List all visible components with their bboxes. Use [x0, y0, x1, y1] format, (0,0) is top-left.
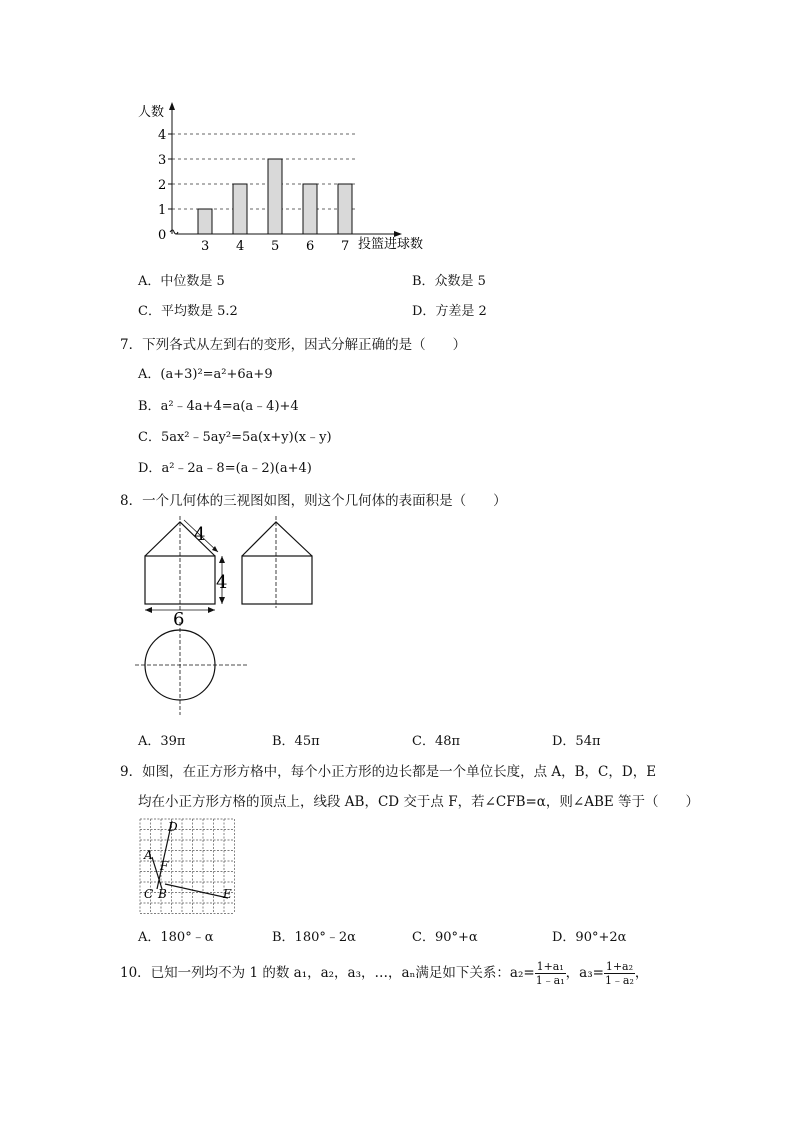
y-tick-label: 2: [158, 178, 167, 193]
grid-lines: [140, 819, 235, 914]
q9-option-c[interactable]: C．90°+α: [412, 930, 478, 945]
q9-stem-line-1: 9．如图，在正方形方格中，每个小正方形的边长都是一个单位长度，点 A，B，C，D，E: [120, 764, 657, 780]
bar: [338, 184, 352, 234]
q7-option-b[interactable]: [138, 395, 299, 414]
y-axis-label: 人数: [138, 105, 165, 120]
q7-option-c-text: 5ax²﹣5ay²=5a(x+y)(x﹣y): [160, 430, 332, 445]
q10-fraction-2-denominator: 1﹣a₂: [604, 974, 634, 987]
front-view: [145, 516, 227, 630]
q10-fraction-2: [604, 960, 635, 987]
q6-option-b[interactable]: B．众数是 5: [412, 274, 486, 289]
q7-option-a-text: (a+3)²=a²+6a+9: [160, 367, 273, 382]
y-axis-arrow: [169, 102, 175, 110]
q10-fraction-2-numerator: 1+a₂: [605, 960, 634, 973]
q9-option-b[interactable]: B．180°﹣2α: [272, 930, 356, 945]
q7-option-c[interactable]: [138, 426, 332, 445]
point-c-label: C: [144, 887, 154, 901]
q9-stem-line-2: 均在小正方形方格的顶点上，线段 AB，CD 交于点 F，若∠CFB=α，则∠ABE 等于（ ）: [138, 794, 700, 810]
slant-label: 4: [194, 524, 206, 545]
y-tick-label: 1: [158, 203, 167, 218]
axis-break: [170, 230, 178, 234]
bar: [233, 184, 247, 234]
q8-option-b[interactable]: B．45π: [272, 734, 320, 749]
top-view: [135, 622, 248, 715]
y-tick-label: 0: [158, 228, 167, 243]
point-a-label: A: [144, 848, 153, 862]
q10-stem-end: ，: [634, 965, 649, 981]
q7-option-b-text: a²﹣4a+4=a(a﹣4)+4: [160, 399, 299, 414]
q8-stem: 8．一个几何体的三视图如图，则这个几何体的表面积是（ ）: [120, 493, 507, 509]
q6-option-c[interactable]: C．平均数是 5.2: [138, 304, 238, 319]
point-b-label: B: [158, 887, 167, 901]
q6-bar-chart: [130, 98, 450, 258]
x-axis-label: 投篮进球数: [358, 237, 424, 252]
q7-stem: 7．下列各式从左到右的变形，因式分解正确的是（ ）: [120, 337, 467, 353]
y-tick-label: 4: [158, 128, 167, 143]
q9-option-d[interactable]: D．90°+2α: [552, 930, 627, 945]
q7-option-a[interactable]: [138, 363, 273, 382]
x-tick-label: 3: [201, 239, 210, 254]
gridlines: [168, 134, 356, 209]
point-f-label: F: [160, 859, 169, 873]
bar: [303, 184, 317, 234]
q10-fraction-1-numerator: 1+a₁: [536, 960, 564, 973]
x-tick-labels: [201, 239, 349, 254]
y-tick-labels: [158, 128, 166, 243]
q6-option-a[interactable]: A．中位数是 5: [138, 274, 225, 289]
point-e-label: E: [223, 887, 232, 901]
height-label: 4: [216, 572, 228, 593]
q7-option-d-text: a²﹣2a﹣8=(a﹣2)(a+4): [161, 461, 312, 476]
q8-option-c[interactable]: C．48π: [412, 734, 461, 749]
q10-stem-start: 10．已知一列均不为 1 的数 a₁，a₂，a₃，…，aₙ满足如下关系：a₂=: [120, 965, 535, 981]
q7-option-c-label: C．: [138, 430, 161, 445]
q8-side-view: [238, 516, 318, 608]
bars: [198, 159, 352, 234]
q7-option-d[interactable]: [138, 457, 312, 476]
bar: [198, 209, 212, 234]
x-tick-label: 5: [271, 239, 280, 254]
y-tick-label: 3: [158, 153, 167, 168]
width-label: 6: [173, 609, 185, 630]
x-tick-label: 7: [341, 239, 350, 254]
q6-option-d[interactable]: D．方差是 2: [412, 304, 487, 319]
q10-stem: [120, 960, 648, 987]
q10-stem-mid: ，a₃=: [565, 965, 604, 981]
q7-option-d-label: D．: [138, 461, 162, 476]
q8-option-d[interactable]: D．54π: [552, 734, 601, 749]
x-tick-label: 6: [306, 239, 315, 254]
q7-option-b-label: B．: [138, 399, 161, 414]
q9-option-a[interactable]: A．180°﹣α: [138, 930, 214, 945]
q10-fraction-1-denominator: 1﹣a₁: [535, 974, 565, 987]
q7-option-a-label: A．: [138, 367, 161, 382]
bar: [268, 159, 282, 234]
q8-option-a[interactable]: A．39π: [138, 734, 186, 749]
q9-grid-figure: [138, 817, 240, 915]
x-tick-label: 4: [236, 239, 245, 254]
point-d-label: D: [168, 820, 178, 834]
q10-fraction-1: [535, 960, 566, 987]
